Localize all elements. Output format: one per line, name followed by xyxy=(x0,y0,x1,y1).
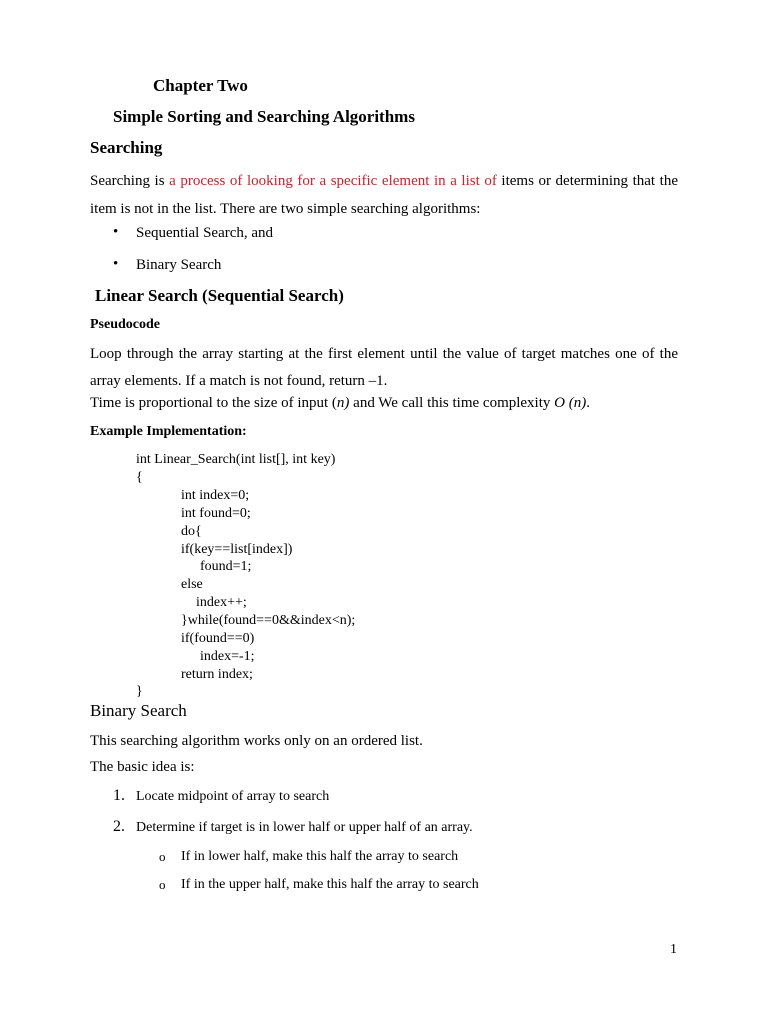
step-text: Determine if target is in lower half or upper half of an array. xyxy=(136,820,473,835)
code-line: return index; xyxy=(181,667,253,682)
sub-bullet-icon: o xyxy=(159,849,166,864)
code-line: if(key==list[index]) xyxy=(181,542,293,557)
binary-basic-idea: The basic idea is: xyxy=(90,759,195,775)
chapter-title: Chapter Two xyxy=(153,76,248,95)
bullet-item: Sequential Search, and xyxy=(136,225,274,241)
bullet-item: Binary Search xyxy=(136,257,222,273)
step-number: 2. xyxy=(113,818,125,835)
intro-text-post: items or determining that the item is not in the list. There are two simple searching algorithms: xyxy=(90,173,678,217)
time-text-mid: and We call this time complexity xyxy=(349,395,555,411)
code-line: int Linear_Search(int list[], int key) xyxy=(136,452,336,467)
chapter-subtitle: Simple Sorting and Searching Algorithms xyxy=(113,107,415,126)
binary-description: This searching algorithm works only on an ordered list. xyxy=(90,733,423,749)
time-text-end: . xyxy=(586,395,590,411)
section-heading-linear-search: Linear Search (Sequential Search) xyxy=(95,286,344,305)
code-line: found=1; xyxy=(200,559,252,574)
sub-step-text: If in lower half, make this half the array to search xyxy=(181,849,459,864)
time-complexity-line xyxy=(90,395,590,412)
code-line: index++; xyxy=(196,595,247,610)
code-line: index=-1; xyxy=(200,649,255,664)
time-complexity-value: O (n) xyxy=(554,395,587,411)
sub-bullet-icon: o xyxy=(159,877,166,892)
code-line: if(found==0) xyxy=(181,631,255,646)
page-number: 1 xyxy=(670,942,677,957)
time-text-n: n) xyxy=(336,395,350,411)
subheading-pseudocode: Pseudocode xyxy=(90,317,160,332)
code-line: } xyxy=(136,684,143,699)
time-text-pre: Time is proportional to the size of input ( xyxy=(90,395,337,411)
intro-text-pre: Searching is xyxy=(90,173,170,189)
code-line: }while(found==0&&index<n); xyxy=(181,613,356,628)
pseudocode-paragraph: Loop through the array starting at the first element until the value of target matches one of the array elements. If a match is not found, return –1. xyxy=(90,346,678,389)
step-text: Locate midpoint of array to search xyxy=(136,789,330,804)
step-number: 1. xyxy=(113,787,125,804)
searching-intro-paragraph xyxy=(90,167,678,223)
code-line: else xyxy=(181,577,203,592)
code-line: int found=0; xyxy=(181,506,251,521)
intro-text-highlight: a process of looking for a specific element in a list of xyxy=(169,173,497,189)
section-heading-searching: Searching xyxy=(90,138,163,157)
section-heading-binary-search: Binary Search xyxy=(90,701,187,720)
bullet-icon: • xyxy=(113,224,119,240)
code-line: { xyxy=(136,470,143,485)
sub-step-text: If in the upper half, make this half the array to search xyxy=(181,877,479,892)
subheading-example-implementation: Example Implementation: xyxy=(90,424,247,439)
bullet-icon: • xyxy=(113,256,119,272)
code-line: int index=0; xyxy=(181,488,250,503)
code-line: do{ xyxy=(181,524,202,539)
